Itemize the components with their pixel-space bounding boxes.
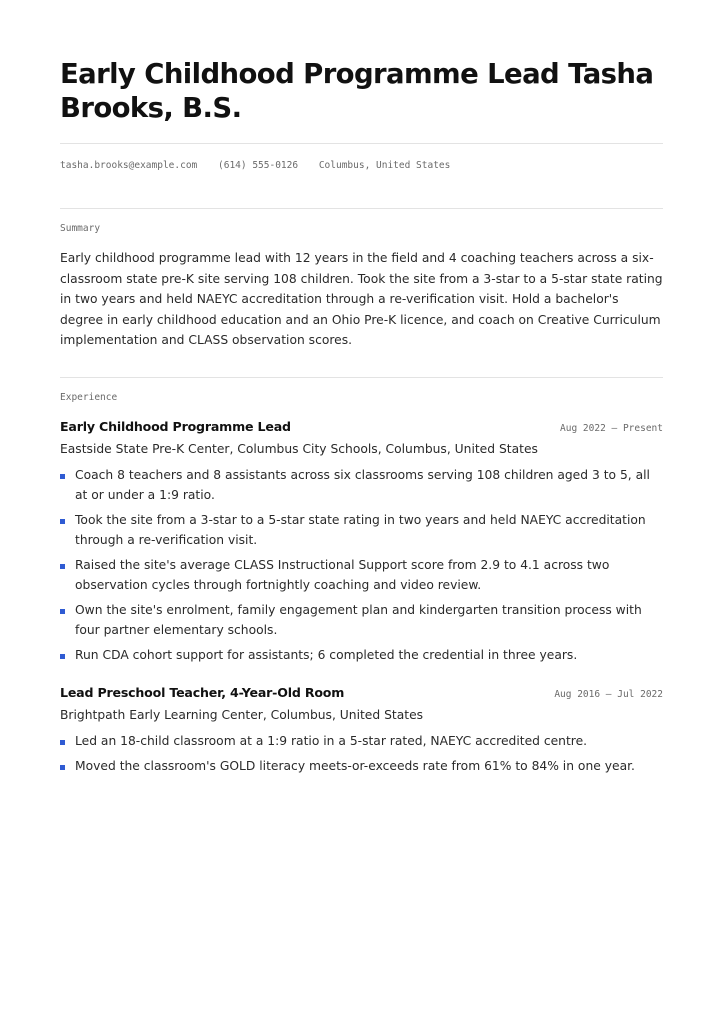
job-bullet-list	[60, 466, 663, 672]
list-item	[60, 511, 663, 551]
bullet-text: Run CDA cohort support for assistants; 6 completed the credential in three years.	[75, 648, 578, 663]
job-bullet-list	[60, 732, 663, 783]
bullet-marker	[60, 474, 65, 479]
experience-heading: Experience	[60, 392, 118, 403]
contact-location: Columbus, United States	[318, 160, 451, 171]
job-title: Early Childhood Programme Lead	[60, 419, 291, 434]
job-dates: Aug 2022 — Present	[560, 423, 663, 434]
list-item	[60, 757, 663, 777]
summary-text: Early childhood programme lead with 12 years in the field and 4 coaching teachers across a six-classroom state pre-K site serving 108 children. Took the site from a 3-star to a 5-star state rating in two years and held NAEYC accreditation through a re-verification visit. Hold a bachelor's degree in early childhood education and an Ohio Pre-K licence, and coach on Creative Curriculum implementation and CLASS observation scores.	[60, 251, 663, 348]
summary-heading: Summary	[60, 223, 101, 234]
bullet-marker	[60, 519, 65, 524]
bullet-text: Moved the classroom's GOLD literacy meets-or-exceeds rate from 61% to 84% in one year.	[75, 759, 635, 774]
bullet-marker	[60, 765, 65, 770]
bullet-marker	[60, 740, 65, 745]
job-organization: Eastside State Pre-K Center, Columbus City Schools, Columbus, United States	[60, 442, 538, 456]
list-item	[60, 556, 663, 596]
job-organization: Brightpath Early Learning Center, Columbus, United States	[60, 708, 424, 722]
bullet-marker	[60, 654, 65, 659]
bullet-marker	[60, 609, 65, 614]
list-item	[60, 646, 663, 666]
list-item	[60, 466, 663, 506]
contact-phone[interactable]: (614) 555-0126	[218, 160, 299, 171]
job-dates: Aug 2016 — Jul 2022	[554, 689, 663, 700]
bullet-marker	[60, 564, 65, 569]
contact-email[interactable]: tasha.brooks@example.com	[60, 160, 198, 171]
candidate-name: Early Childhood Programme Lead Tasha Brooks, B.S.	[60, 58, 654, 124]
divider	[60, 377, 663, 378]
job-title: Lead Preschool Teacher, 4-Year-Old Room	[60, 685, 345, 700]
contact-line	[60, 159, 465, 172]
divider	[60, 208, 663, 209]
list-item	[60, 732, 663, 752]
list-item	[60, 601, 663, 641]
bullet-text: Led an 18-child classroom at a 1:9 ratio in a 5-star rated, NAEYC accredited centre.	[75, 734, 588, 748]
divider	[60, 143, 663, 144]
bullet-text: Took the site from a 3-star to a 5-star state rating in two years and held NAEYC accreditation through a re-verification visit.	[75, 513, 646, 547]
bullet-text: Coach 8 teachers and 8 assistants across six classrooms serving 108 children aged 3 to 5, all at or under a 1:9 ratio.	[75, 468, 650, 502]
bullet-text: Own the site's enrolment, family engagement plan and kindergarten transition process with four partner elementary schools.	[75, 603, 642, 638]
bullet-text: Raised the site's average CLASS Instructional Support score from 2.9 to 4.1 across two observation cycles through fortnightly coaching and video review.	[75, 558, 610, 592]
